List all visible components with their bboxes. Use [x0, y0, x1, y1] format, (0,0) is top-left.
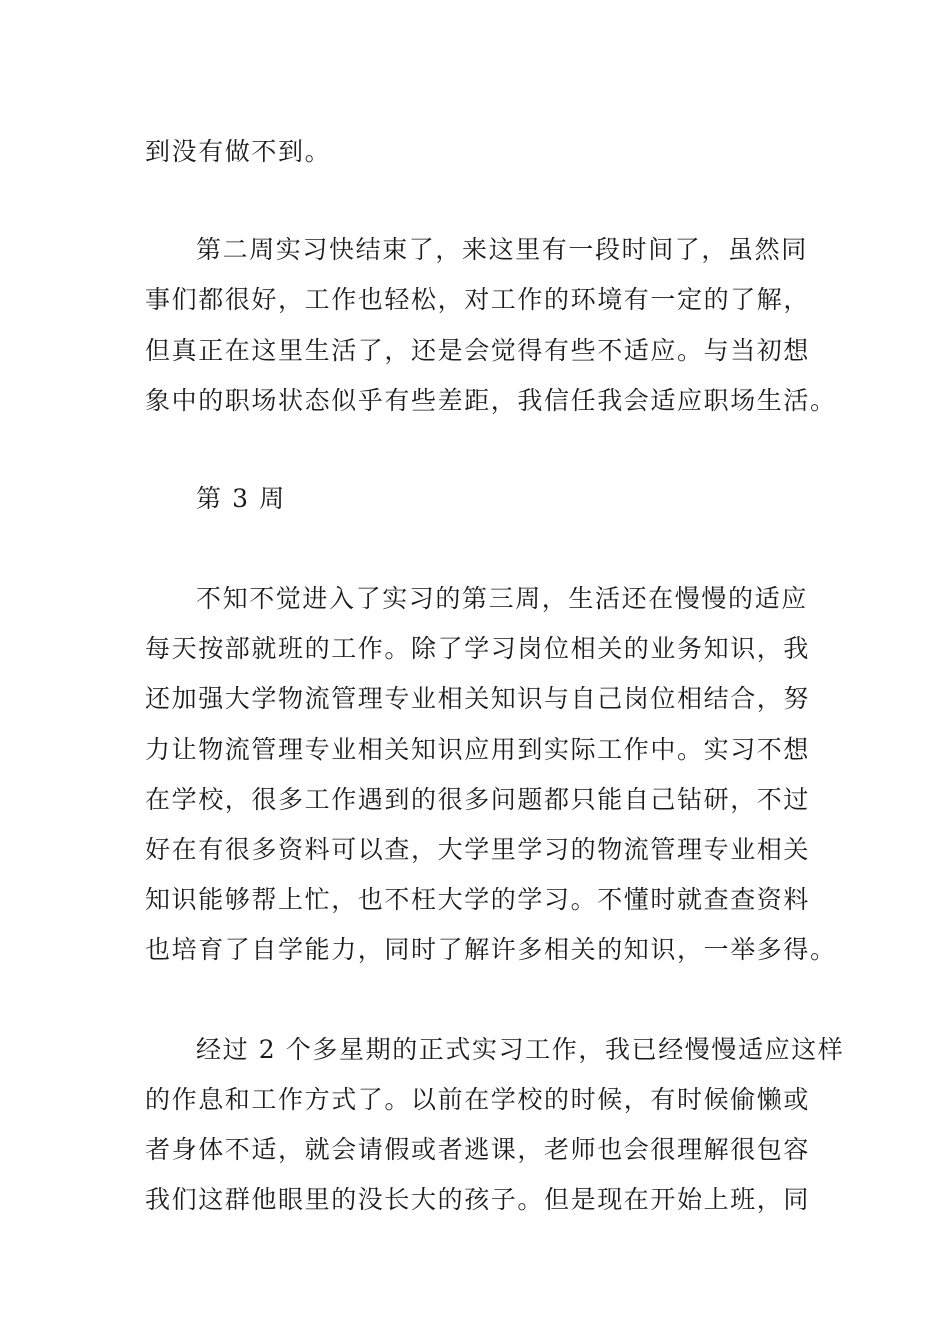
text-line: 但真正在这里生活了，还是会觉得有些不适应。与当初想: [145, 336, 811, 365]
text-line: 还加强大学物流管理专业相关知识与自己岗位相结合，努: [145, 684, 811, 713]
paragraph-first-line: 经过 2 个多星期的正式实习工作，我已经慢慢适应这样: [196, 1035, 845, 1064]
text-line: 好在有很多资料可以查，大学里学习的物流管理专业相关: [145, 835, 811, 864]
text-line: 每天按部就班的工作。除了学习岗位相关的业务知识，我: [145, 634, 811, 663]
text-line: 在学校，很多工作遇到的很多问题都只能自己钻研，不过: [145, 785, 811, 814]
text-line: 力让物流管理专业相关知识应用到实际工作中。实习不想: [145, 735, 811, 764]
text-line: 知识能够帮上忙，也不枉大学的学习。不懂时就查查资料: [145, 885, 811, 914]
text-line: 也培育了自学能力，同时了解许多相关的知识，一举多得。: [145, 935, 837, 964]
section-heading: 第 3 周: [196, 484, 286, 513]
text-line: 象中的职场状态似乎有些差距，我信任我会适应职场生活。: [145, 386, 837, 415]
text-line: 我们这群他眼里的没长大的孩子。但是现在开始上班，同: [145, 1185, 811, 1214]
text-line: 的作息和工作方式了。以前在学校的时候，有时候偷懒或: [145, 1085, 811, 1114]
text-line: 事们都很好，工作也轻松，对工作的环境有一定的了解，: [145, 285, 811, 314]
text-line: 者身体不适，就会请假或者逃课，老师也会很理解很包容: [145, 1135, 811, 1164]
paragraph-first-line: 不知不觉进入了实习的第三周，生活还在慢慢的适应: [196, 584, 808, 613]
paragraph-first-line: 第二周实习快结束了，来这里有一段时间了，虽然同: [196, 235, 808, 264]
text-line: 到没有做不到。: [145, 137, 332, 166]
